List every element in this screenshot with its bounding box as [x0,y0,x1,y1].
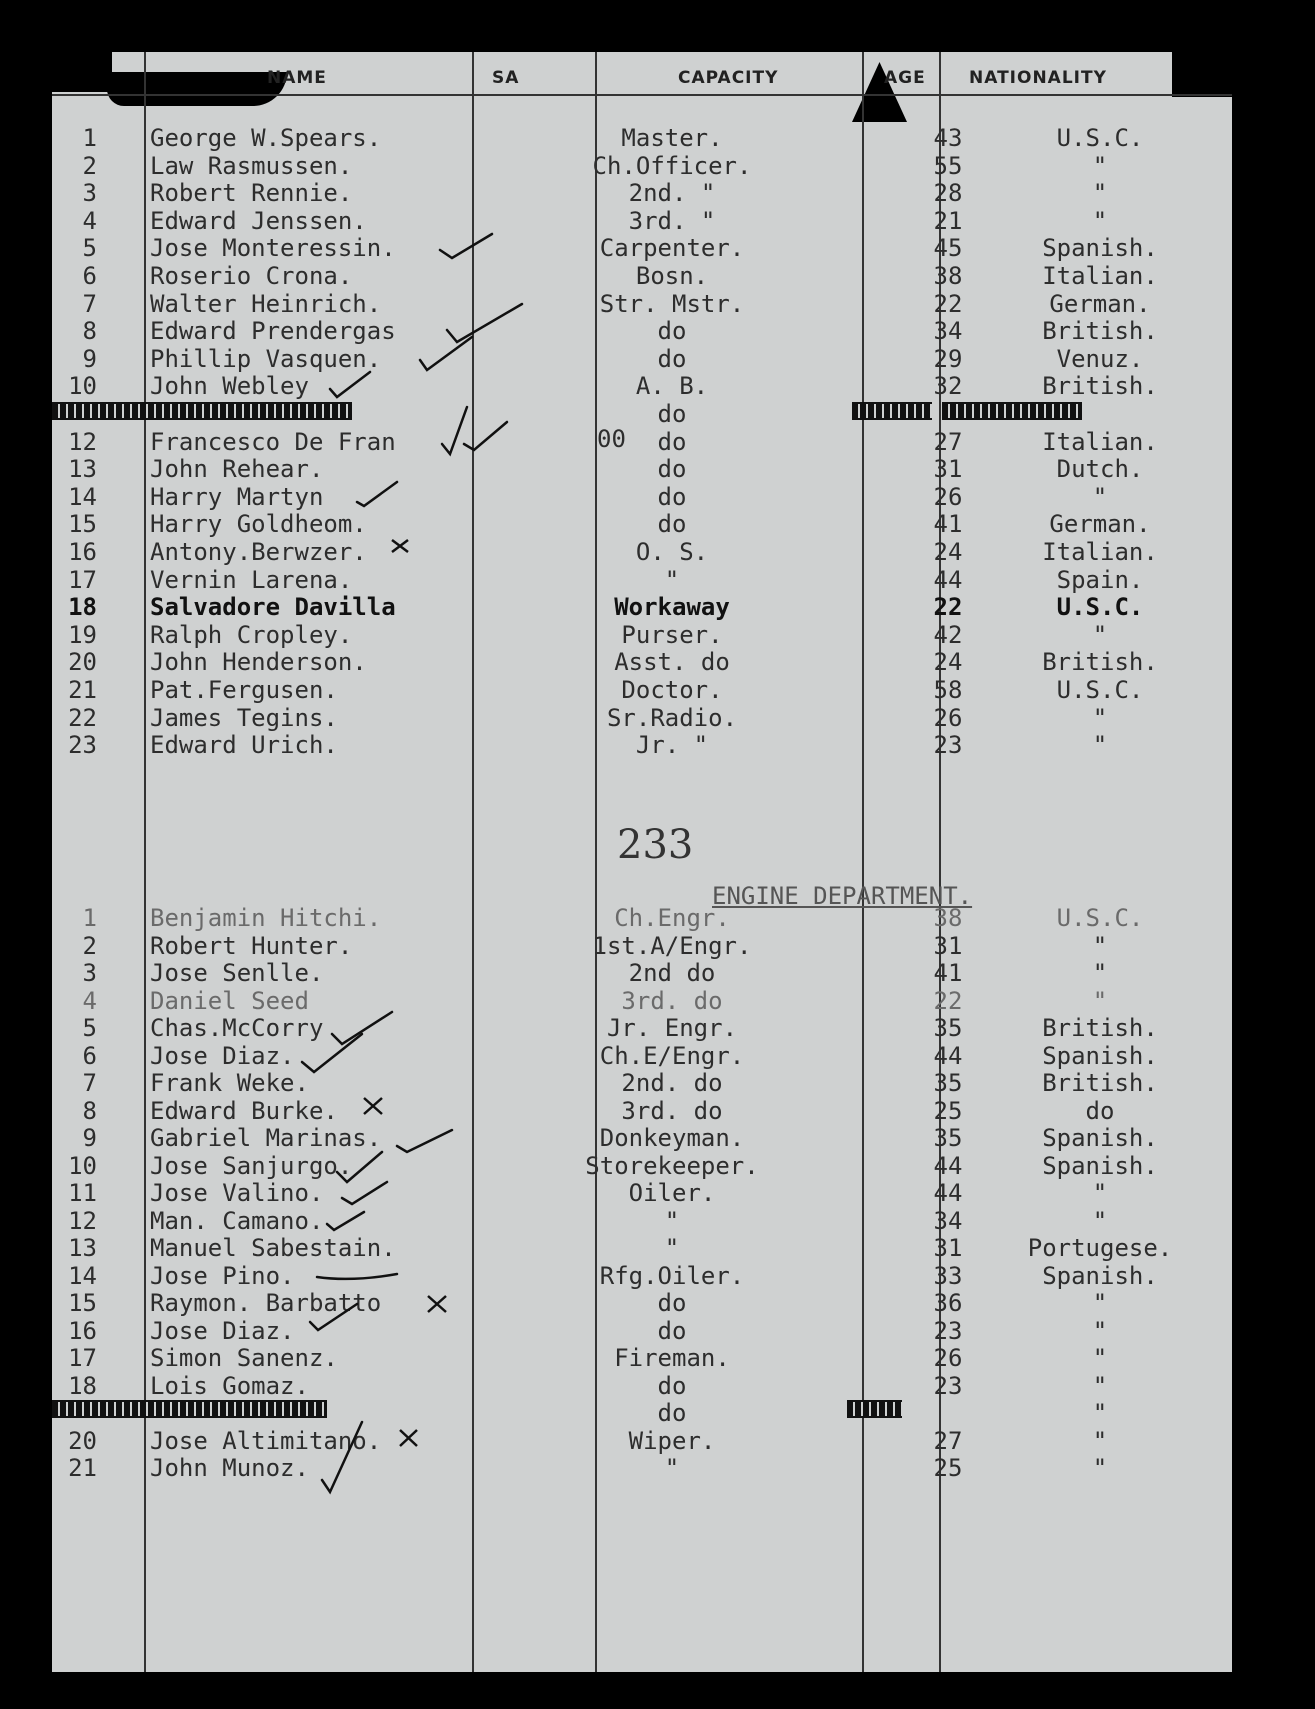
crew-capacity: " [664,1454,680,1482]
crew-name: Lois Gomaz. [150,1371,309,1400]
crew-capacity: do [657,1289,687,1317]
crew-capacity: Ch.Officer. [592,151,752,180]
crew-name: Jose Sanjurgo. [150,1151,353,1180]
crew-capacity: do [657,317,687,346]
crew-name: Vernin Larena. [150,565,353,594]
document-sheet [52,52,1232,1672]
row-number: 21 [68,676,97,704]
crew-capacity: 2nd. " [628,179,716,208]
crew-capacity: Rfg.Oiler. [599,1261,745,1290]
crew-name: Edward Urich. [150,731,338,760]
crew-capacity: Doctor. [621,676,723,704]
row-number: 18 [68,593,97,622]
crew-name: Harry Martyn [150,482,324,511]
crew-name: Jose Monteressin. [150,234,396,263]
cross-mark-16 [392,540,408,552]
crew-capacity: Donkeyman. [599,1124,745,1152]
check-mark-e12 [327,1212,364,1230]
check-mark-5 [440,234,492,258]
crew-name: Ralph Cropley. [150,620,353,649]
row-number: 21 [68,1454,97,1482]
crew-nationality: " [1092,1426,1108,1455]
crew-nationality: " [1092,1344,1108,1372]
salary-note: 00 [597,425,626,453]
crew-age: 44 [933,1179,963,1207]
crew-capacity: Str. Mstr. [599,289,745,318]
crew-name: Simon Sanenz. [150,1344,338,1372]
crew-nationality: Venuz. [1056,344,1144,373]
row-number: 13 [68,1234,97,1262]
crew-name: Gabriel Marinas. [150,1124,382,1152]
crew-capacity: do [657,482,687,511]
crew-name: George W.Spears. [150,124,382,152]
crew-nationality: Spanish. [1042,234,1158,263]
crew-name: John Rehear. [150,455,324,484]
crew-nationality: " [1092,1371,1108,1400]
row-number: 12 [68,1206,97,1235]
crew-nationality: " [1092,931,1108,960]
crew-capacity: 3rd. do [621,1096,723,1125]
cross-mark-e15 [428,1296,446,1312]
crew-age: 35 [933,1014,963,1042]
crew-capacity: Sr.Radio. [606,703,738,732]
header-name: NAME [267,68,327,88]
crew-age: 25 [933,1096,963,1125]
crew-nationality: Spanish. [1042,1151,1158,1180]
crew-nationality: British. [1042,317,1158,346]
crew-age: 29 [933,344,963,373]
crew-nationality: Spain. [1056,565,1144,594]
crew-capacity: Jr. Engr. [606,1014,738,1042]
crew-name: Antony.Berwzer. [150,538,367,566]
crew-nationality: Italian. [1042,262,1158,290]
row-number: 19 [68,620,97,649]
crew-capacity: Carpenter. [599,234,745,263]
crew-name: Robert Hunter. [150,931,353,960]
crew-nationality: " [1092,151,1108,180]
check-mark-e11 [342,1182,387,1204]
crew-age: 36 [933,1289,963,1317]
crew-nationality: German. [1049,510,1151,539]
crew-capacity: do [657,510,687,539]
row-number: 16 [68,1316,97,1345]
crew-capacity: 1st.A/Engr. [592,931,752,960]
crew-name: Edward Jenssen. [150,206,367,235]
crew-capacity: Ch.Engr. [614,904,730,932]
crew-age: 31 [933,931,963,960]
crew-name: Daniel Seed [150,986,309,1015]
crew-age: 21 [933,206,963,235]
row-number: 8 [82,1096,97,1125]
crew-capacity: do [657,1316,687,1345]
check-mark-e16 [310,1304,357,1330]
cross-mark-e8 [364,1098,382,1114]
crew-capacity: Wiper. [628,1426,716,1455]
crew-age: 22 [933,986,963,1015]
crew-age: 45 [933,234,963,263]
crew-name: Salvadore Davilla [150,593,396,622]
crew-nationality: British. [1042,372,1158,401]
row-number: 23 [68,731,97,760]
row-number: 7 [82,289,97,318]
crew-age: 33 [933,1261,963,1290]
row-number: 12 [68,427,97,456]
crew-name: Jose Valino. [150,1179,324,1207]
crew-capacity: Purser. [621,620,723,649]
row-number: 18 [68,1371,97,1400]
check-mark-e6 [302,1034,362,1072]
crew-age: 35 [933,1124,963,1152]
row-number: 1 [82,904,97,932]
crew-nationality: British. [1042,1014,1158,1042]
crew-capacity: A. B. [635,372,709,401]
crew-capacity: do [657,427,687,456]
crew-nationality: " [1092,1289,1108,1317]
crew-capacity: O. S. [635,538,709,566]
crew-nationality: " [1092,179,1108,208]
crew-capacity: 3rd. do [621,986,723,1015]
row-number: 4 [82,206,97,235]
crew-nationality: Italian. [1042,538,1158,566]
crew-nationality: German. [1049,289,1151,318]
crew-age: 28 [933,179,963,208]
crew-capacity: do [657,1371,687,1400]
crew-name: Francesco De Fran [150,427,396,456]
crew-capacity: Master. [621,124,723,152]
crew-nationality: " [1092,620,1108,649]
cross-mark-e20 [400,1430,417,1446]
row-number: 6 [82,262,97,290]
engine-department-title: ENGINE DEPARTMENT. [712,882,973,910]
crew-capacity: do [657,344,687,373]
crew-name: Frank Weke. [150,1069,309,1097]
crew-nationality: " [1092,959,1108,987]
check-mark-9 [420,337,472,370]
crew-age: 31 [933,1234,963,1262]
crew-age: 23 [933,731,963,760]
crew-age: 38 [933,904,963,932]
crew-age: 34 [933,317,963,346]
crew-age: 38 [933,262,963,290]
crew-age: 35 [933,1069,963,1097]
crew-age: 44 [933,1041,963,1070]
row-number: 9 [82,1124,97,1152]
crew-age: 26 [933,1344,963,1372]
crew-name: Jose Senlle. [150,959,324,987]
crew-capacity: do [657,455,687,484]
crew-nationality: Spanish. [1042,1124,1158,1152]
crew-name: John Webley [150,372,309,401]
crew-capacity: do [657,1399,687,1427]
crew-name: Manuel Sabestain. [150,1234,396,1262]
crew-age: 22 [933,593,963,622]
crew-name: John Henderson. [150,648,367,677]
crew-nationality: " [1092,482,1108,511]
crew-name: Chas.McCorry [150,1014,324,1042]
crew-capacity: 2nd do [628,959,716,987]
crew-name: Raymon. Barbatto [150,1289,382,1317]
row-number: 15 [68,510,97,539]
header-capacity: CAPACITY [678,68,779,88]
crew-nationality: U.S.C. [1056,904,1144,932]
crew-name: Roserio Crona. [150,262,353,290]
underline-e14 [317,1274,397,1279]
crew-capacity: Oiler. [628,1179,716,1207]
check-mark-8 [447,304,522,342]
crew-capacity: " [664,565,680,594]
row-number: 16 [68,538,97,566]
crew-nationality: Spanish. [1042,1261,1158,1290]
row-number: 9 [82,344,97,373]
row-number: 4 [82,986,97,1015]
row-number: 7 [82,1069,97,1097]
row-number: 14 [68,482,97,511]
crew-capacity: Ch.E/Engr. [599,1041,745,1070]
crew-nationality: Dutch. [1056,455,1144,484]
crew-name: Robert Rennie. [150,179,353,208]
row-number: 11 [68,1179,97,1207]
crew-age: 31 [933,455,963,484]
row-number: 2 [82,931,97,960]
check-mark-e21 [322,1422,362,1492]
row-number: 20 [68,648,97,677]
page-number: 233 [617,822,694,868]
row-number: 20 [68,1426,97,1455]
crew-nationality: Spanish. [1042,1041,1158,1070]
crew-age: 26 [933,703,963,732]
crew-nationality: do [1085,1096,1115,1125]
crew-name: Edward Prendergas [150,317,396,346]
crew-nationality: " [1092,1316,1108,1345]
crew-nationality: U.S.C. [1056,676,1144,704]
crew-age: 25 [933,1454,963,1482]
header-age: AGE [884,68,926,88]
crew-capacity: Workaway [614,593,730,622]
check-mark-12a [442,407,467,454]
crew-nationality: " [1092,986,1108,1015]
header-nationality: NATIONALITY [969,68,1107,88]
crew-age: 44 [933,565,963,594]
crew-age: 34 [933,1206,963,1235]
crew-capacity: Storekeeper. [585,1151,759,1180]
crew-age: 55 [933,151,963,180]
row-number: 3 [82,959,97,987]
row-number: 5 [82,1014,97,1042]
crew-age: 26 [933,482,963,511]
crew-name: Jose Pino. [150,1261,295,1290]
crew-nationality: Portugese. [1027,1234,1173,1262]
crew-nationality: Italian. [1042,427,1158,456]
crew-capacity: do [657,400,687,428]
crew-name: Benjamin Hitchi. [150,904,382,932]
crew-name: Law Rasmussen. [150,151,353,180]
crew-age: 27 [933,427,963,456]
row-number: 22 [68,703,97,732]
row-number: 6 [82,1041,97,1070]
crew-capacity: Jr. " [635,731,709,760]
crew-nationality: " [1092,1454,1108,1482]
row-number: 15 [68,1289,97,1317]
crew-nationality: U.S.C. [1056,124,1144,152]
crew-name: Pat.Fergusen. [150,676,338,704]
crew-age: 58 [933,676,963,704]
crew-age: 42 [933,620,963,649]
crew-nationality: " [1092,1206,1108,1235]
handwritten-checkmarks [52,52,1232,1672]
crew-age: 41 [933,510,963,539]
crew-name: Phillip Vasquen. [150,344,382,373]
header-salary: SA [492,68,520,88]
crew-name: Man. Camano. [150,1206,324,1235]
crew-nationality: " [1092,206,1108,235]
crew-name: Jose Diaz. [150,1316,295,1345]
crew-name: John Munoz. [150,1454,309,1482]
crew-capacity: 3rd. " [628,206,716,235]
row-number: 17 [68,565,97,594]
crew-age: 24 [933,538,963,566]
crew-capacity: Asst. do [614,648,730,677]
row-number: 14 [68,1261,97,1290]
crew-nationality: British. [1042,648,1158,677]
crew-nationality: " [1092,703,1108,732]
crew-nationality: U.S.C. [1056,593,1144,622]
check-mark-e5 [332,1012,392,1044]
crew-capacity: Bosn. [635,262,709,290]
crew-age: 23 [933,1316,963,1345]
row-number: 8 [82,317,97,346]
crew-age: 22 [933,289,963,318]
row-number: 10 [68,372,97,401]
crew-name: Edward Burke. [150,1096,338,1125]
crew-capacity: 2nd. do [621,1069,723,1097]
check-mark-12b [464,422,507,450]
row-number: 1 [82,124,97,152]
check-mark-14 [357,482,397,506]
check-mark-10 [330,372,370,397]
row-number: 13 [68,455,97,484]
crew-capacity: " [664,1234,680,1262]
crew-age: 44 [933,1151,963,1180]
crew-age: 41 [933,959,963,987]
crew-nationality: " [1092,1179,1108,1207]
crew-age: 23 [933,1371,963,1400]
check-mark-e10 [337,1152,382,1182]
crew-capacity: " [664,1206,680,1235]
row-number: 17 [68,1344,97,1372]
crew-name: Walter Heinrich. [150,289,382,318]
crew-age: 27 [933,1426,963,1455]
crew-age: 32 [933,372,963,401]
crew-nationality: " [1092,1399,1108,1427]
crew-nationality: " [1092,731,1108,760]
row-number: 10 [68,1151,97,1180]
crew-nationality: British. [1042,1069,1158,1097]
row-number: 3 [82,179,97,208]
crew-name: Jose Altimitano. [150,1426,382,1455]
crew-name: Harry Goldheom. [150,510,367,539]
crew-age: 24 [933,648,963,677]
crew-capacity: Fireman. [614,1344,730,1372]
crew-age: 43 [933,124,963,152]
row-number: 5 [82,234,97,263]
crew-name: James Tegins. [150,703,338,732]
crew-name: Jose Diaz. [150,1041,295,1070]
check-mark-e9 [397,1130,452,1152]
row-number: 2 [82,151,97,180]
